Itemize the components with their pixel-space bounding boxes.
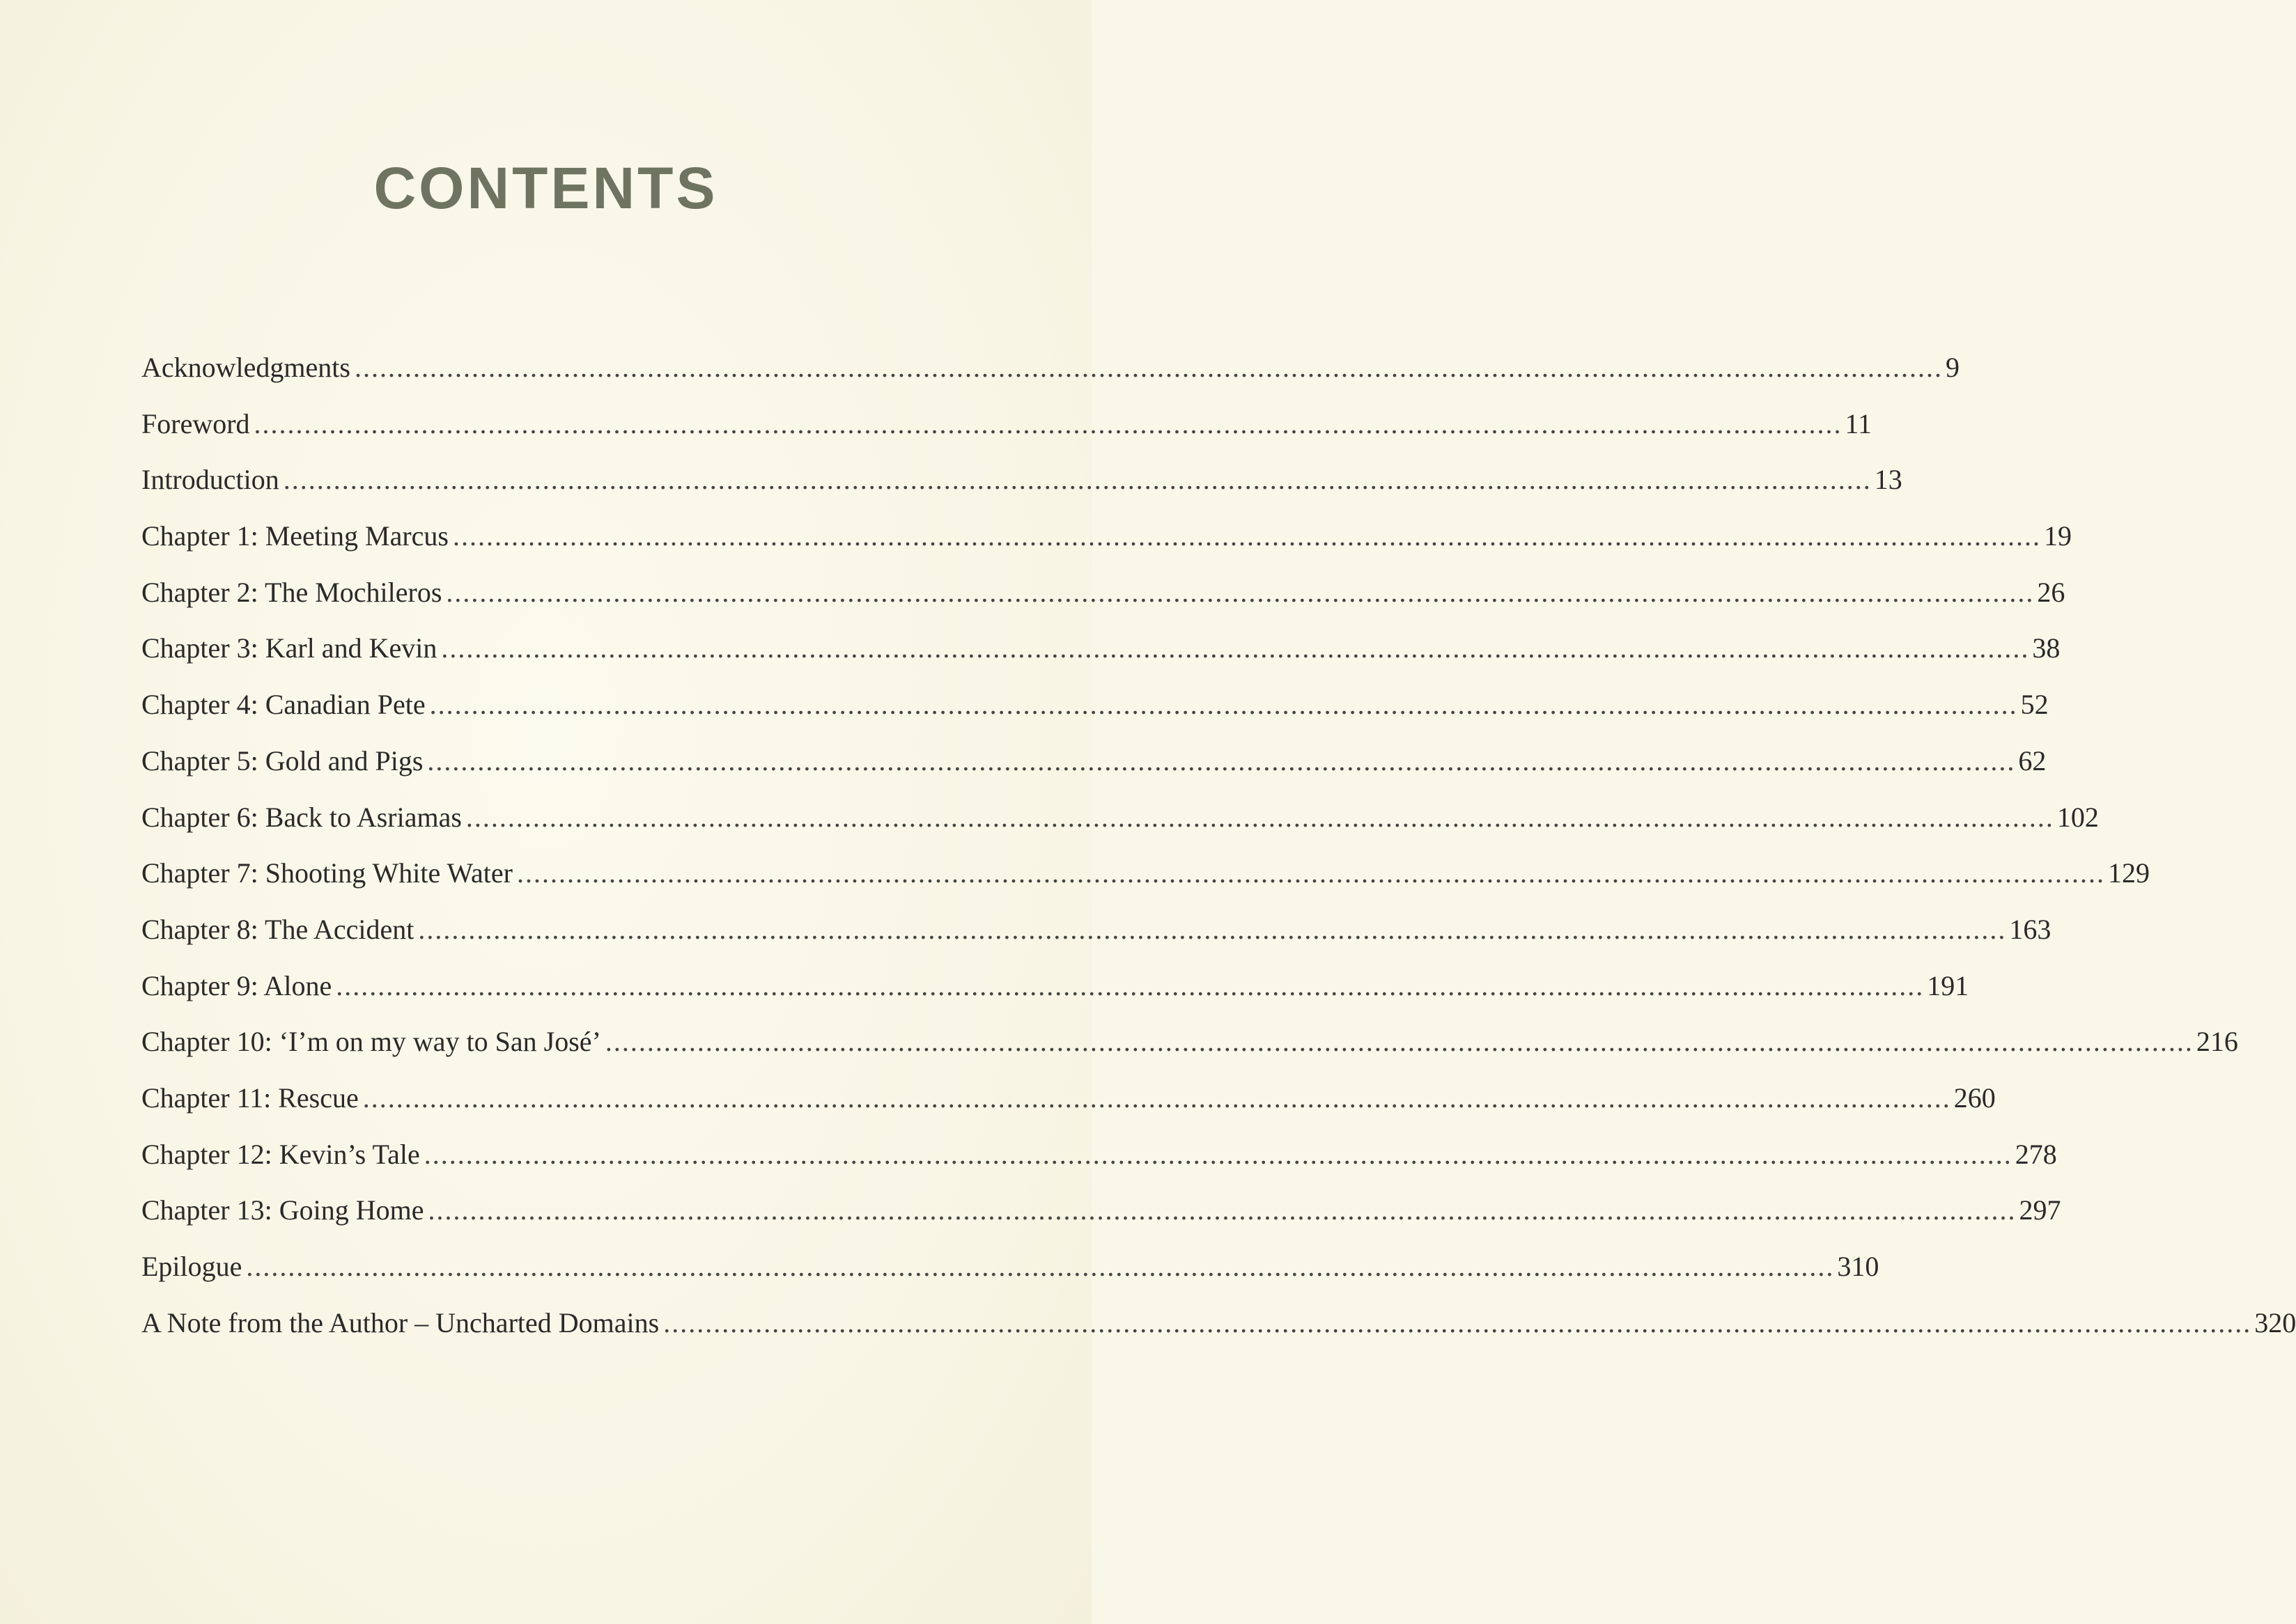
toc-entry-title: A Note from the Author – Uncharted Domains bbox=[141, 1306, 660, 1338]
toc-entry-title: Chapter 10: ‘I’m on my way to San José’ bbox=[141, 1026, 601, 1058]
toc-entry-title: Chapter 5: Gold and Pigs bbox=[141, 744, 424, 776]
toc-entry bbox=[141, 576, 2065, 635]
dot-leader: .............................................................................................................................................................................................. bbox=[428, 1194, 2017, 1226]
toc-entry-title: Chapter 7: Shooting White Water bbox=[141, 857, 513, 889]
toc-entry bbox=[141, 464, 1902, 522]
toc-entry-title: Chapter 1: Meeting Marcus bbox=[141, 520, 449, 552]
dot-leader: .............................................................................................................................................................................................. bbox=[605, 1026, 2194, 1058]
contents-heading: CONTENTS bbox=[373, 155, 718, 221]
toc-entry bbox=[141, 1251, 1879, 1309]
toc-entry-page: 260 bbox=[1953, 1082, 1996, 1114]
toc-entry-title: Chapter 11: Rescue bbox=[141, 1082, 359, 1114]
toc-entry-title: Chapter 8: The Accident bbox=[141, 913, 414, 945]
toc-entry bbox=[141, 913, 2051, 972]
toc-entry-title: Chapter 12: Kevin’s Tale bbox=[141, 1138, 420, 1170]
toc-entry-page: 129 bbox=[2108, 857, 2150, 889]
toc-entry bbox=[141, 632, 2061, 691]
dot-leader: .............................................................................................................................................................................................. bbox=[418, 913, 2007, 945]
toc-entry-title: Acknowledgments bbox=[141, 352, 350, 383]
toc-entry bbox=[141, 520, 2072, 579]
dot-leader: .............................................................................................................................................................................................. bbox=[441, 632, 2030, 664]
toc-entry bbox=[141, 1082, 1996, 1141]
toc-entry-page: 62 bbox=[2018, 744, 2047, 776]
toc-entry-page: 216 bbox=[2196, 1026, 2238, 1058]
toc-entry-title: Chapter 9: Alone bbox=[141, 969, 332, 1001]
dot-leader: .............................................................................................................................................................................................. bbox=[254, 407, 1843, 439]
toc-entry-page: 297 bbox=[2019, 1194, 2061, 1226]
toc-entry-page: 13 bbox=[1874, 464, 1902, 496]
toc-entry-page: 191 bbox=[1927, 969, 1969, 1001]
dot-leader: .............................................................................................................................................................................................. bbox=[465, 801, 2054, 833]
toc-entry bbox=[141, 1306, 2296, 1366]
dot-leader: .............................................................................................................................................................................................. bbox=[453, 520, 2041, 552]
toc-entry-title: Chapter 13: Going Home bbox=[141, 1194, 424, 1226]
dot-leader: .............................................................................................................................................................................................. bbox=[362, 1082, 1951, 1114]
toc-entry-page: 310 bbox=[1837, 1251, 1879, 1282]
toc-entry bbox=[141, 801, 2099, 860]
toc-entry-title: Chapter 3: Karl and Kevin bbox=[141, 632, 437, 664]
toc-entry bbox=[141, 1194, 2061, 1253]
toc-entry-page: 163 bbox=[2009, 913, 2051, 945]
toc-entry-title: Foreword bbox=[141, 407, 250, 439]
dot-leader: .............................................................................................................................................................................................. bbox=[246, 1251, 1835, 1282]
toc-entry-page: 26 bbox=[2037, 576, 2065, 608]
toc-entry-title: Epilogue bbox=[141, 1251, 242, 1282]
dot-leader: .............................................................................................................................................................................................. bbox=[283, 464, 1872, 496]
toc-entry-page: 320 bbox=[2254, 1306, 2296, 1338]
toc-entry bbox=[141, 969, 1969, 1029]
toc-entry bbox=[141, 407, 1872, 467]
toc-entry-page: 19 bbox=[2044, 520, 2072, 552]
dot-leader: .............................................................................................................................................................................................. bbox=[517, 857, 2105, 889]
toc-entry-page: 278 bbox=[2015, 1138, 2057, 1170]
toc-entry-page: 11 bbox=[1845, 407, 1872, 439]
dot-leader: .............................................................................................................................................................................................. bbox=[336, 969, 1925, 1001]
toc-entry-page: 52 bbox=[2020, 689, 2049, 721]
toc-entry-title: Chapter 4: Canadian Pete bbox=[141, 689, 426, 721]
toc-entry bbox=[141, 857, 2150, 916]
toc-entry-title: Chapter 6: Back to Asriamas bbox=[141, 801, 462, 833]
toc-entry bbox=[141, 689, 2049, 747]
toc-entry-page: 38 bbox=[2032, 632, 2061, 664]
dot-leader: .............................................................................................................................................................................................. bbox=[446, 576, 2035, 608]
toc-entry-title: Chapter 2: The Mochileros bbox=[141, 576, 442, 608]
table-of-contents bbox=[141, 352, 2296, 1365]
toc-entry bbox=[141, 1026, 2238, 1084]
dot-leader: .............................................................................................................................................................................................. bbox=[663, 1306, 2252, 1338]
toc-entry bbox=[141, 352, 1960, 410]
toc-entry-title: Introduction bbox=[141, 464, 279, 496]
dot-leader: .............................................................................................................................................................................................. bbox=[424, 1138, 2012, 1170]
toc-entry bbox=[141, 744, 2047, 804]
toc-entry-page: 9 bbox=[1945, 352, 1960, 383]
toc-entry-page: 102 bbox=[2056, 801, 2099, 833]
dot-leader: .............................................................................................................................................................................................. bbox=[354, 352, 1943, 383]
toc-entry bbox=[141, 1138, 2057, 1197]
dot-leader: .............................................................................................................................................................................................. bbox=[429, 689, 2018, 721]
dot-leader: .............................................................................................................................................................................................. bbox=[427, 744, 2016, 776]
